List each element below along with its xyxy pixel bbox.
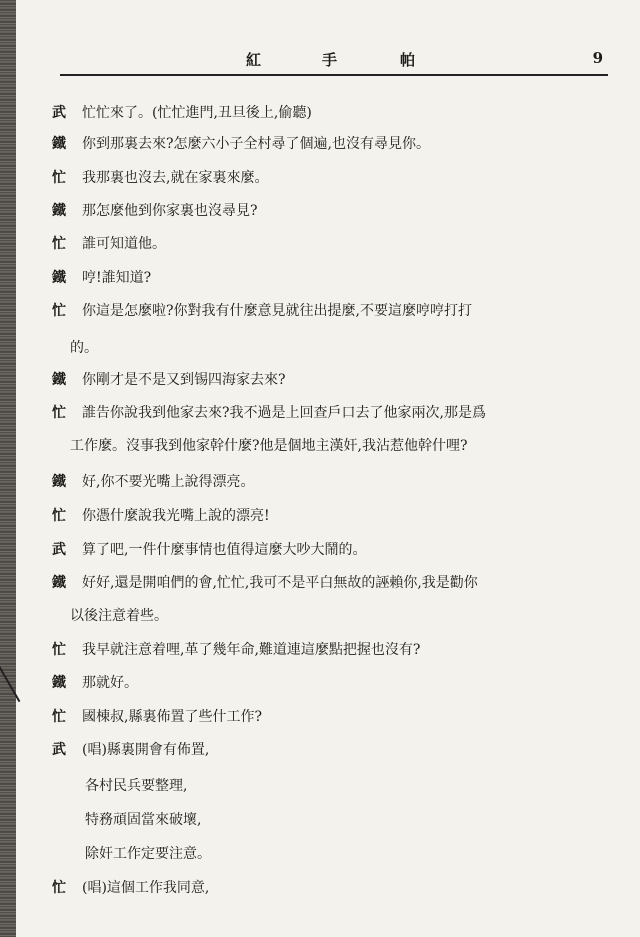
dialogue-text: 那怎麼他到你家裏也沒尋見? (82, 203, 258, 219)
dialogue-text: 好好,還是開咱們的會,忙忙,我可不是平白無故的誣賴你,我是勸你 (82, 575, 478, 591)
header-title-char-2: 手 (322, 51, 338, 69)
dialogue-text: (唱)這個工作我同意, (82, 880, 210, 896)
speaker-name: 忙 (52, 508, 66, 524)
dialogue-text: 你憑什麼說我光嘴上說的漂亮! (82, 508, 270, 524)
dialogue-text: 你剛才是不是又到锡四海家去來? (82, 372, 286, 388)
dialogue-text: 算了吧,一件什麼事情也值得這麼大吵大鬧的。 (82, 542, 367, 558)
dialogue-text: 我早就注意着哩,革了幾年命,難道連這麼點把握也沒有? (82, 642, 421, 658)
song-line: 除奸工作定要注意。 (85, 846, 211, 862)
dialogue-text: 你這是怎麼啦?你對我有什麼意見就往出提麼,不要這麼哼哼打打 (82, 303, 472, 319)
speaker-name: 鐵 (52, 136, 66, 152)
dialogue-text: (唱)縣裏開會有佈置, (82, 742, 210, 758)
dialogue-continuation: 工作麼。沒事我到他家幹什麼?他是個地主漢奸,我沾惹他幹什哩? (70, 438, 468, 454)
page-number: 9 (592, 49, 603, 67)
dialogue-continuation: 的。 (70, 340, 98, 356)
dialogue-text: 那就好。 (82, 675, 138, 691)
header-title-char-3: 帕 (400, 51, 416, 69)
speaker-name: 忙 (52, 236, 66, 252)
speaker-name: 忙 (52, 170, 66, 186)
dialogue-text: 忙忙來了。(忙忙進門,丑旦後上,偷聽) (82, 105, 312, 121)
speaker-name: 忙 (52, 405, 66, 421)
song-line: 各村民兵要整理, (85, 778, 188, 794)
dialogue-text: 我那裏也沒去,就在家裏來麼。 (82, 170, 269, 186)
speaker-name: 忙 (52, 642, 66, 658)
speaker-name: 忙 (52, 709, 66, 725)
dialogue-text: 好,你不要光嘴上說得漂亮。 (82, 474, 255, 490)
speaker-name: 忙 (52, 880, 66, 896)
dialogue-text: 哼!誰知道? (82, 270, 152, 286)
dialogue-continuation: 以後注意着些。 (70, 608, 168, 624)
dialogue-text: 誰可知道他。 (82, 236, 166, 252)
speaker-name: 鐵 (52, 372, 66, 388)
speaker-name: 鐵 (52, 270, 66, 286)
dialogue-text: 國棟叔,縣裏佈置了些什工作? (82, 709, 262, 725)
speaker-name: 鐵 (52, 575, 66, 591)
dialogue-text: 誰告你說我到他家去來?我不過是上回查戶口去了他家兩次,那是爲 (82, 405, 486, 421)
speaker-name: 武 (52, 105, 66, 121)
speaker-name: 武 (52, 742, 66, 758)
speaker-name: 鐵 (52, 474, 66, 490)
speaker-name: 鐵 (52, 675, 66, 691)
song-line: 特務頑固當來破壞, (85, 812, 202, 828)
header-title-char-1: 紅 (246, 51, 262, 69)
speaker-name: 忙 (52, 303, 66, 319)
dialogue-text: 你到那裏去來?怎麼六小子全村尋了個遍,也沒有尋見你。 (82, 136, 430, 152)
speaker-name: 武 (52, 542, 66, 558)
speaker-name: 鐵 (52, 203, 66, 219)
